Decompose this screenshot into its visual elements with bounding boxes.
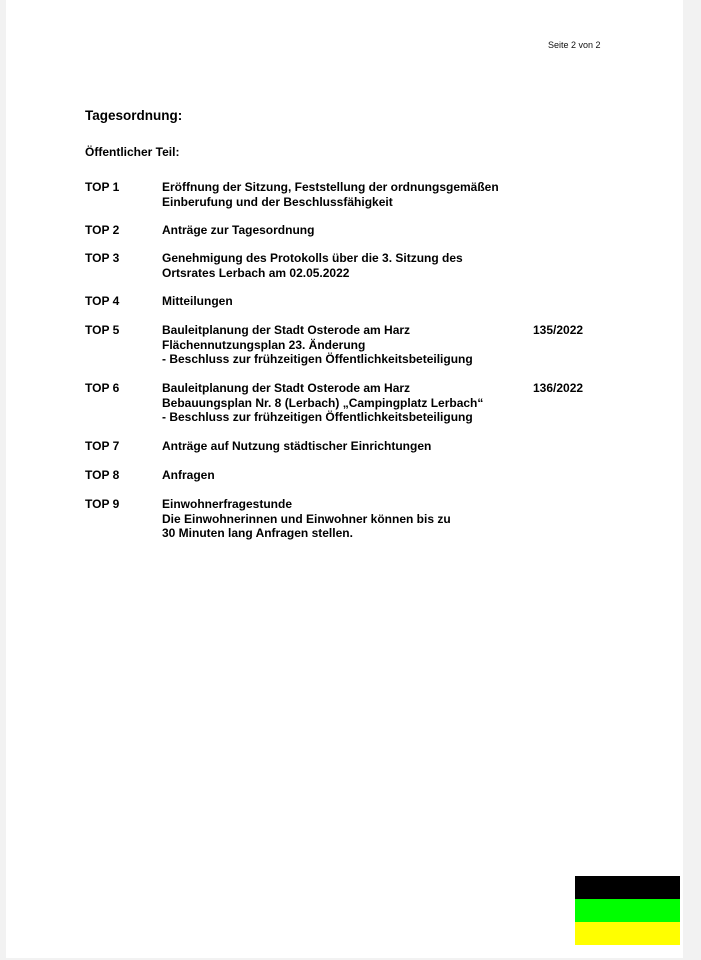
agenda-heading: Tagesordnung: <box>85 108 183 123</box>
agenda-item-line: Anfragen <box>162 468 215 482</box>
agenda-item-number: TOP 3 <box>85 251 120 265</box>
agenda-item-line: Bebauungsplan Nr. 8 (Lerbach) „Campingplatz Lerbach“ <box>162 395 484 410</box>
agenda-item-line: Genehmigung des Protokolls über die 3. Sitzung des <box>162 251 463 265</box>
agenda-item-line: Einwohnerfragestunde <box>162 497 293 511</box>
agenda-item-line: - Beschluss zur frühzeitigen Öffentlichkeitsbeteiligung <box>162 352 473 367</box>
agenda-item-number: TOP 7 <box>85 439 120 453</box>
agenda-item-text <box>162 223 314 238</box>
agenda-item-text <box>162 497 451 541</box>
agenda-item-number: TOP 6 <box>85 381 120 395</box>
agenda-item-line: Anträge auf Nutzung städtischer Einrichtungen <box>162 439 432 453</box>
agenda-item-line: Bauleitplanung der Stadt Osterode am Harz <box>162 323 411 337</box>
agenda-item-text <box>162 439 431 454</box>
agenda-item-number: TOP 2 <box>85 223 120 237</box>
agenda-item-text <box>162 251 463 280</box>
agenda-item-line: Eröffnung der Sitzung, Feststellung der ordnungsgemäßen <box>162 180 499 194</box>
agenda-item-line: Anträge zur Tagesordnung <box>162 223 315 237</box>
agenda-item-number: TOP 9 <box>85 497 120 511</box>
agenda-item-line: Die Einwohnerinnen und Einwohner können bis zu <box>162 511 451 526</box>
agenda-item-number: TOP 5 <box>85 323 120 337</box>
agenda-item-text <box>162 294 233 309</box>
page-number: Seite 2 von 2 <box>548 40 601 50</box>
agenda-item-text <box>162 180 499 209</box>
agenda-item-line: Flächennutzungsplan 23. Änderung <box>162 337 366 352</box>
agenda-item-number: TOP 8 <box>85 468 120 482</box>
agenda-item-line: Mitteilungen <box>162 294 233 308</box>
agenda-item-line: Ortsrates Lerbach am 02.05.2022 <box>162 265 350 280</box>
public-part-heading: Öffentlicher Teil: <box>85 145 180 159</box>
agenda-item-line: 30 Minuten lang Anfragen stellen. <box>162 526 353 541</box>
flag-stripe-black <box>575 876 680 899</box>
agenda-item-line: - Beschluss zur frühzeitigen Öffentlichkeitsbeteiligung <box>162 410 473 425</box>
agenda-item-line: Bauleitplanung der Stadt Osterode am Harz <box>162 381 411 395</box>
agenda-item-reference: 135/2022 <box>533 323 584 337</box>
agenda-item-number: TOP 1 <box>85 180 120 194</box>
flag-emblem <box>575 876 680 945</box>
flag-stripe-green <box>575 899 680 922</box>
agenda-item-reference: 136/2022 <box>533 381 584 395</box>
flag-stripe-yellow <box>575 922 680 945</box>
agenda-item-number: TOP 4 <box>85 294 120 308</box>
agenda-item-text <box>162 381 483 425</box>
agenda-item-text <box>162 323 473 367</box>
agenda-item-text <box>162 468 215 483</box>
agenda-item-line: Einberufung und der Beschlussfähigkeit <box>162 194 393 209</box>
